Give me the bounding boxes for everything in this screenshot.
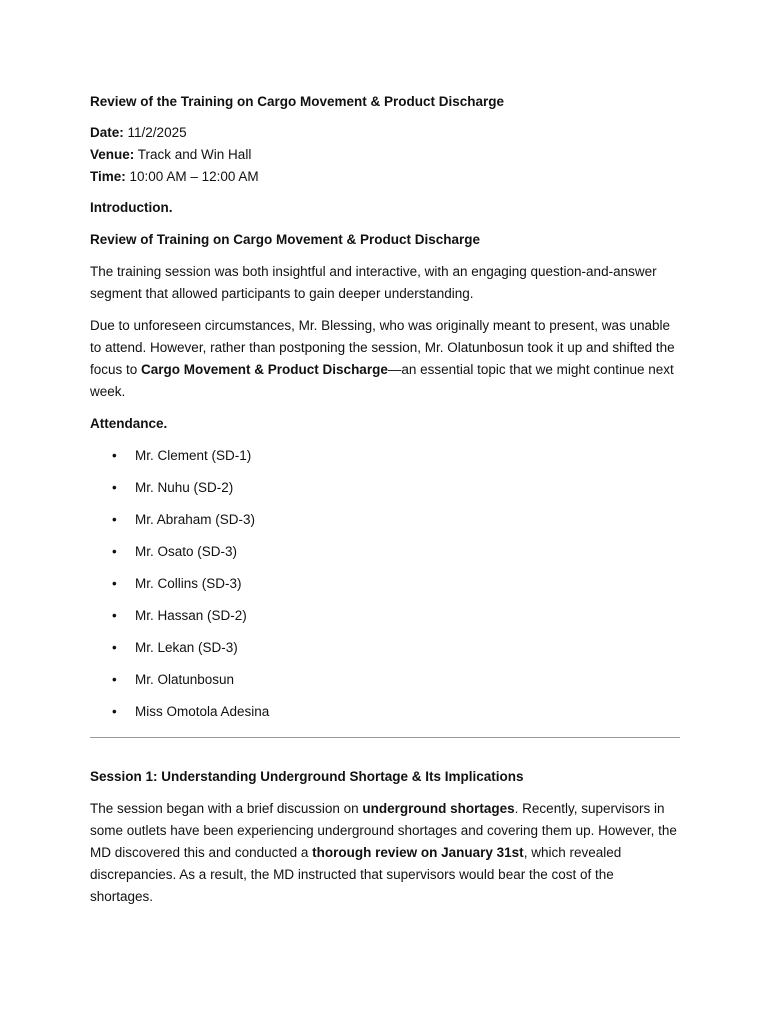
attendee-name: Mr. Osato (SD-3) [135, 544, 238, 559]
meta-block [90, 122, 680, 188]
paragraph-1: The training session was both insightful and interactive, with an engaging question-and-answer segment that allowed participants to gain deeper understanding. [90, 264, 657, 301]
session-1-paragraph [90, 798, 680, 908]
attendee-name: Mr. Olatunbosun [135, 672, 235, 687]
list-item [90, 477, 680, 509]
venue-value: Track and Win Hall [137, 147, 252, 162]
session-1-heading: Session 1: Understanding Underground Shortage & Its Implications [90, 769, 524, 784]
bullet-icon: • [112, 512, 117, 527]
session-1-bold-2: thorough review on January 31st [312, 845, 524, 860]
time-label: Time: [90, 169, 126, 184]
attendee-name: Mr. Nuhu (SD-2) [135, 480, 234, 495]
attendee-name: Mr. Clement (SD-1) [135, 448, 252, 463]
introduction-heading: Introduction. [90, 200, 173, 215]
attendance-heading: Attendance. [90, 416, 168, 431]
date-line [90, 122, 680, 144]
bullet-icon: • [112, 640, 117, 655]
bullet-icon: • [112, 480, 117, 495]
paragraph-2-bold: Cargo Movement & Product Discharge [141, 362, 388, 377]
document-page [90, 91, 680, 918]
session-1-part-1: The session began with a brief discussion on [90, 801, 363, 816]
venue-label: Venue: [90, 147, 135, 162]
time-value: 10:00 AM – 12:00 AM [129, 169, 259, 184]
paragraph-2 [90, 315, 680, 403]
attendee-name: Mr. Collins (SD-3) [135, 576, 242, 591]
paragraph-2-part-2: —an essential topic that we might continue next week. [90, 362, 674, 399]
list-item [90, 701, 680, 733]
list-item [90, 573, 680, 605]
date-value: 11/2/2025 [127, 125, 187, 140]
session-1-bold-1: underground shortages [362, 801, 515, 816]
attendee-name: Mr. Lekan (SD-3) [135, 640, 238, 655]
list-item [90, 509, 680, 541]
time-line [90, 166, 680, 188]
attendee-name: Mr. Hassan (SD-2) [135, 608, 247, 623]
venue-line [90, 144, 680, 166]
session-1-part-3: , which revealed discrepancies. As a result, the MD instructed that supervisors would bear the cost of the shortages. [90, 845, 622, 904]
horizontal-divider [90, 737, 680, 738]
bullet-icon: • [112, 704, 117, 719]
list-item [90, 541, 680, 573]
attendee-name: Mr. Abraham (SD-3) [135, 512, 256, 527]
bullet-icon: • [112, 544, 117, 559]
list-item [90, 605, 680, 637]
bullet-icon: • [112, 672, 117, 687]
attendance-list [90, 445, 680, 733]
list-item [90, 669, 680, 701]
attendee-name: Miss Omotola Adesina [135, 704, 270, 719]
bullet-icon: • [112, 608, 117, 623]
document-title: Review of the Training on Cargo Movement & Product Discharge [90, 94, 505, 109]
bullet-icon: • [112, 576, 117, 591]
date-label: Date: [90, 125, 124, 140]
list-item [90, 445, 680, 477]
list-item [90, 637, 680, 669]
paragraph-2-part-1: Due to unforeseen circumstances, Mr. Blessing, who was originally meant to present, was unable to attend. However, rather than postponing the session, Mr. Olatunbosun took it up and shifted the focus to [90, 318, 675, 377]
session-1-part-2: . Recently, supervisors in some outlets have been experiencing underground shortages and covering them up. However, the MD discovered this and conducted a [90, 801, 677, 860]
bullet-icon: • [112, 448, 117, 463]
review-heading: Review of Training on Cargo Movement & Product Discharge [90, 232, 481, 247]
